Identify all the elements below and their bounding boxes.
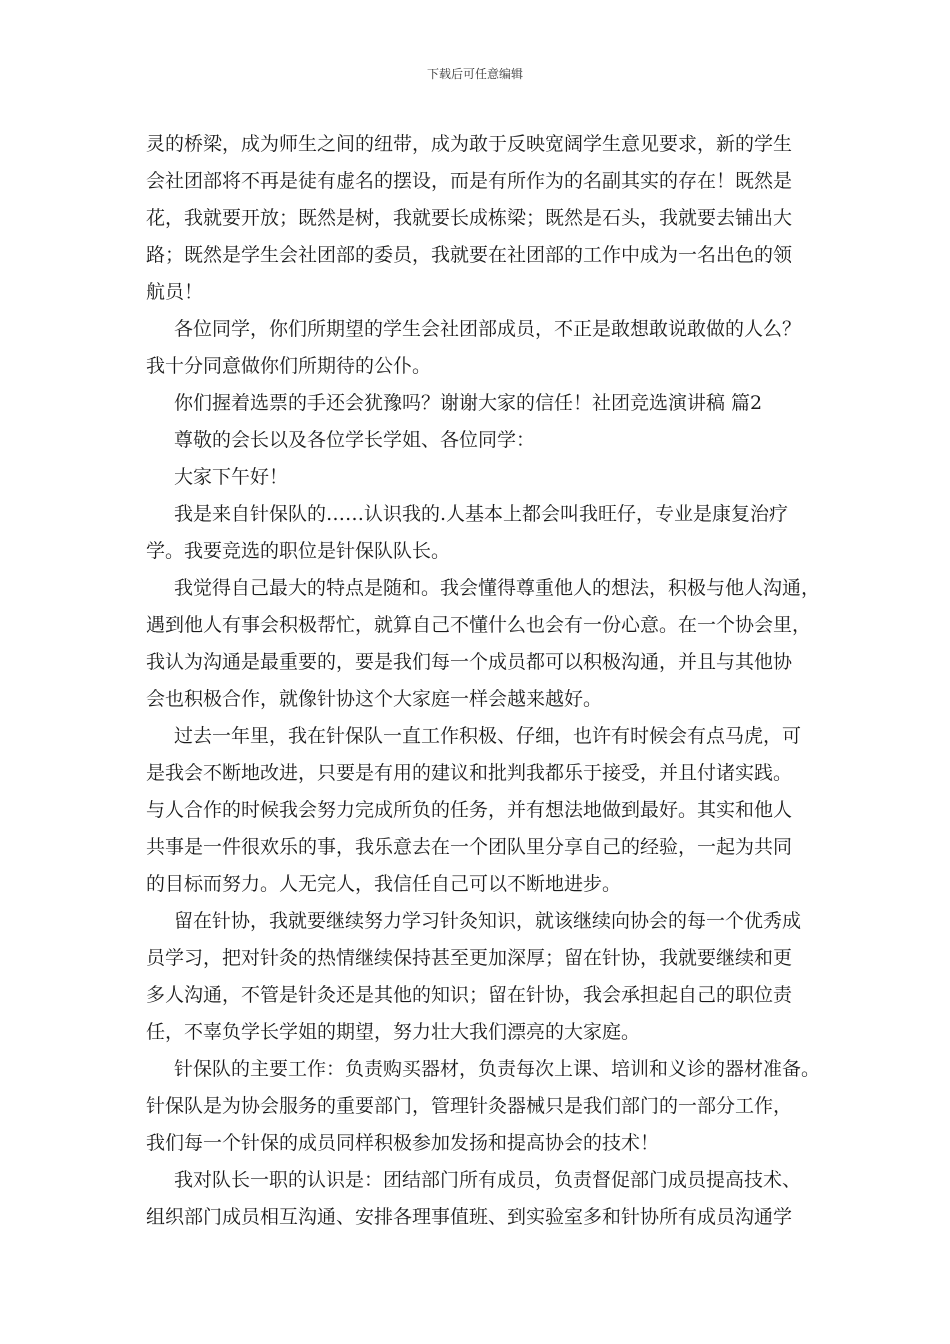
text-line: 你们握着选票的手还会犹豫吗？谢谢大家的信任！社团竞选演讲稿 篇2 — [174, 392, 763, 414]
text-line: 我对队长一职的认识是：团结部门所有成员，负责督促部门成员提高技术、 — [174, 1169, 802, 1191]
text-line: 针保队是为协会服务的重要部门，管理针灸器械只是我们部门的一部分工作， — [146, 1095, 793, 1117]
text-line: 我认为沟通是最重要的，要是我们每一个成员都可以积极沟通，并且与其他协 — [146, 651, 793, 673]
paragraph — [146, 311, 822, 385]
paragraph — [146, 1162, 822, 1236]
text-line: 尊敬的会长以及各位学长学姐、各位同学： — [174, 429, 536, 451]
page-header: 下载后可任意编辑 — [426, 67, 523, 81]
text-line: 过去一年里，我在针保队一直工作积极、仔细，也许有时候会有点马虎，可 — [174, 725, 802, 747]
text-line: 任，不辜负学长学姐的期望，努力壮大我们漂亮的大家庭。 — [146, 1021, 641, 1043]
text-line: 多人沟通，不管是针灸还是其他的知识；留在针协，我会承担起自己的职位责 — [146, 984, 793, 1006]
text-line: 航员！ — [146, 281, 204, 303]
paragraph — [146, 459, 822, 496]
text-line: 大家下午好！ — [174, 466, 289, 488]
paragraph — [146, 570, 822, 718]
text-line: 组织部门成员相互沟通、安排各理事值班、到实验室多和针协所有成员沟通学 — [146, 1206, 793, 1228]
paragraph — [146, 718, 822, 903]
text-line: 共事是一件很欢乐的事，我乐意去在一个团队里分享自己的经验，一起为共同 — [146, 836, 793, 858]
text-line: 是我会不断地改进，只要是有用的建议和批判我都乐于接受，并且付诸实践。 — [146, 762, 793, 784]
text-line: 学。我要竞选的职位是针保队队长。 — [146, 540, 451, 562]
text-line: 会社团部将不再是徒有虚名的摆设，而是有所作为的名副其实的存在！既然是 — [146, 170, 793, 192]
text-line: 我是来自针保队的……认识我的.人基本上都会叫我旺仔，专业是康复治疗 — [174, 503, 789, 525]
text-line: 留在针协，我就要继续努力学习针灸知识，就该继续向协会的每一个优秀成 — [174, 910, 802, 932]
paragraph — [146, 903, 822, 1051]
text-line: 我觉得自己最大的特点是随和。我会懂得尊重他人的想法，积极与他人沟通， — [174, 577, 821, 599]
paragraph — [146, 385, 822, 422]
text-line: 路；既然是学生会社团部的委员，我就要在社团部的工作中成为一名出色的领 — [146, 244, 793, 266]
text-line: 灵的桥梁，成为师生之间的纽带，成为敢于反映宽阔学生意见要求，新的学生 — [146, 133, 793, 155]
text-line: 会也积极合作，就像针协这个大家庭一样会越来越好。 — [146, 688, 603, 710]
text-line: 我们每一个针保的成员同样积极参加发扬和提高协会的技术！ — [146, 1132, 660, 1154]
text-line: 针保队的主要工作：负责购买器材，负责每次上课、培训和义诊的器材准备。 — [174, 1058, 821, 1080]
paragraph — [146, 422, 822, 459]
text-line: 的目标而努力。人无完人，我信任自己可以不断地进步。 — [146, 873, 622, 895]
document-body — [146, 126, 822, 1236]
paragraph — [146, 496, 822, 570]
paragraph — [146, 1051, 822, 1162]
text-line: 各位同学，你们所期望的学生会社团部成员，不正是敢想敢说敢做的人么？ — [174, 318, 802, 340]
text-line: 员学习，把对针灸的热情继续保持甚至更加深厚；留在针协，我就要继续和更 — [146, 947, 793, 969]
text-line: 花，我就要开放；既然是树，我就要长成栋梁；既然是石头，我就要去铺出大 — [146, 207, 793, 229]
text-line: 我十分同意做你们所期待的公仆。 — [146, 355, 432, 377]
text-line: 遇到他人有事会积极帮忙，就算自己不懂什么也会有一份心意。在一个协会里， — [146, 614, 812, 636]
paragraph — [146, 126, 822, 311]
text-line: 与人合作的时候我会努力完成所负的任务，并有想法地做到最好。其实和他人 — [146, 799, 793, 821]
